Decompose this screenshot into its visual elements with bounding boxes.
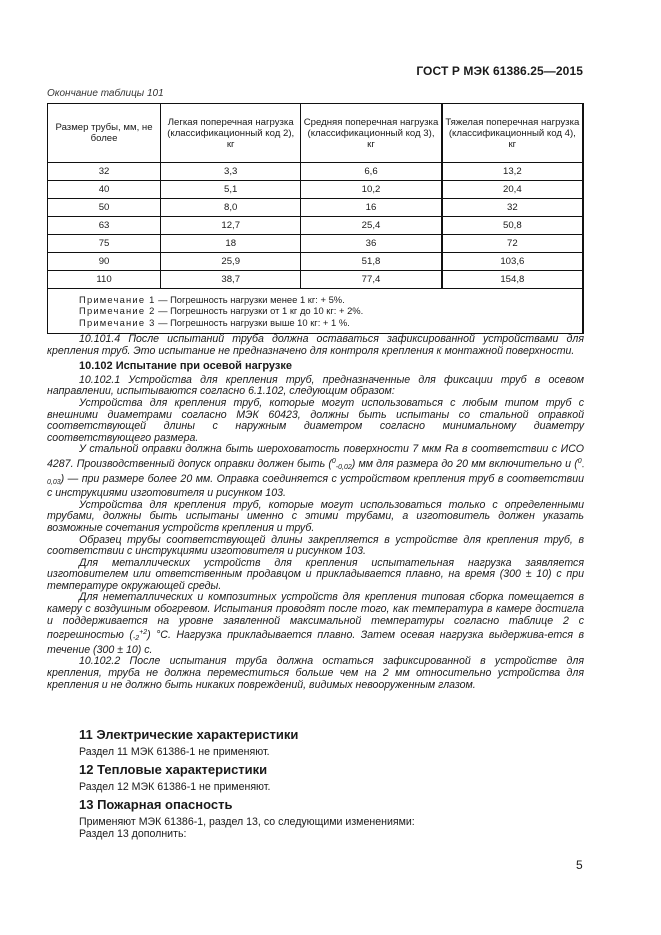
section-12 — [79, 762, 584, 797]
cell-size: 32 — [48, 163, 161, 181]
paragraph-pipe-sample: Образец трубы соответствующей длины закрепляется в устройстве для крепления труб, в соответствии с инструкциями изготовителя и рисунком 103. — [47, 533, 584, 558]
cell-heavy: 20,4 — [442, 181, 583, 199]
cell-light: 18 — [161, 235, 301, 253]
section-11 — [79, 727, 584, 762]
cell-medium: 77,4 — [301, 271, 442, 289]
paragraph-any-type-devices: Устройства для крепления труб, которые могут использоваться с любым типом труб с внешними диаметрами согласно МЭК 60423, должны быть испытаны со стальной оправкой соответствующей длины с наружным диаметром согласно минимальному диаметру соответствующего размера. — [47, 396, 584, 444]
text-span: ) мм для размера до 20 мм включительно и ( — [351, 457, 578, 470]
tolerance-lower: -0,03 — [47, 463, 584, 486]
load-table — [47, 103, 584, 334]
tolerance-upper: 0 — [331, 457, 336, 465]
table-row — [48, 271, 584, 289]
table-note — [79, 317, 582, 329]
cell-light: 8,0 — [161, 199, 301, 217]
text-span: ) — при размере более 20 мм. Оправка соединяется с устройством крепления труб в соответствии с инструкциями изготовителя и рисунком 103. — [47, 472, 584, 500]
column-header-medium-load: Средняя поперечная нагрузка (классификационный код 3), кг — [301, 104, 442, 163]
cell-light: 12,7 — [161, 217, 301, 235]
tolerance-upper: +2 — [139, 629, 148, 637]
text-span: ) °С. Нагрузка прикладывается плавно. Затем осевая нагрузка выдержива-ется в течение (300 ± 10) с. — [47, 629, 584, 656]
cell-size: 110 — [48, 271, 161, 289]
section-heading: 13 Пожарная опасность — [79, 797, 233, 812]
cell-heavy: 72 — [442, 235, 583, 253]
paragraph-10-101-4: 10.101.4 После испытаний труба должна оставаться зафиксированной устройствами для крепления труб. Это испытание не предназначено для контроля крепления к монтажной поверхности. — [47, 333, 584, 357]
table-note — [79, 305, 582, 317]
tolerance-lower: -0,02 — [335, 463, 352, 471]
cell-size: 50 — [48, 199, 161, 217]
cell-heavy: 32 — [442, 199, 583, 217]
cell-medium: 6,6 — [301, 163, 442, 181]
cell-light: 38,7 — [161, 271, 301, 289]
table-row — [48, 253, 584, 271]
column-header-light-load: Легкая поперечная нагрузка (классификационный код 2), кг — [161, 104, 301, 163]
cell-medium: 51,8 — [301, 253, 442, 271]
text-span: Для неметаллических и композитных устройств для крепления типовая сборка помещается в камеру с воздушным обогревом. Испытания проводят после того, как температура в камере достигла и поддерживается на уровне заявленной максимальной температуры согласно таблице 2 с погрешностью ( — [47, 591, 584, 642]
cell-light: 5,1 — [161, 181, 301, 199]
paragraph-10-102-1: 10.102.1 Устройства для крепления труб, предназначенные для фиксации труб в осевом направлении, испытываются согласно 6.1.102, следующим образом: — [47, 373, 584, 398]
paragraph-nonmetal-devices — [47, 592, 584, 656]
note-label: Примечание 3 — [79, 316, 156, 328]
column-header-heavy-load: Тяжелая поперечная нагрузка (классификационный код 4), кг — [442, 104, 583, 163]
section-heading: 12 Тепловые характеристики — [79, 762, 268, 777]
page-number: 5 — [576, 858, 583, 872]
table-row — [48, 217, 584, 235]
table-notes-row — [48, 289, 584, 334]
cell-heavy: 50,8 — [442, 217, 583, 235]
section-text: Раздел 13 дополнить: — [79, 828, 187, 840]
cell-heavy: 13,2 — [442, 163, 583, 181]
cell-light: 3,3 — [161, 163, 301, 181]
paragraph-10-102-2: 10.102.2 После испытания труба должна остаться зафиксированной в устройстве для крепления, труба не должна переместиться больше чем на 2 мм относительно устройства для крепления и не должно быть никаких повреждений, видимых невооруженным глазом. — [47, 655, 584, 691]
cell-size: 63 — [48, 217, 161, 235]
subsection-heading-10-102: 10.102 Испытание при осевой нагрузке — [79, 360, 292, 373]
note-label: Примечание 1 — [79, 293, 156, 305]
section-heading: 11 Электрические характеристики — [79, 727, 299, 742]
cell-heavy: 103,6 — [442, 253, 583, 271]
column-header-size: Размер трубы, мм, не более — [48, 104, 161, 163]
cell-size: 90 — [48, 253, 161, 271]
table-row — [48, 199, 584, 217]
section-text: Раздел 11 МЭК 61386-1 не применяют. — [79, 746, 270, 758]
table-row — [48, 163, 584, 181]
tolerance-upper: 0 — [577, 457, 582, 465]
cell-medium: 36 — [301, 235, 442, 253]
cell-medium: 25,4 — [301, 217, 442, 235]
tolerance-lower: -2 — [132, 635, 140, 643]
paragraph-specific-pipes: Устройства для крепления труб, которые могут использоваться только с определенными трубами, должны быть испытаны именно с этими трубами, а изготовитель должен указать возможные сочетания устройств крепления и труб. — [47, 498, 584, 534]
note-text: — Погрешность нагрузки менее 1 кг: + 5%. — [155, 293, 345, 305]
table-row — [48, 181, 584, 199]
cell-medium: 16 — [301, 199, 442, 217]
cell-medium: 10,2 — [301, 181, 442, 199]
table-notes — [48, 289, 584, 334]
note-label: Примечание 2 — [79, 305, 156, 317]
note-text: — Погрешность нагрузки от 1 кг до 10 кг: + 2%. — [155, 305, 364, 317]
cell-size: 75 — [48, 235, 161, 253]
table-caption: Окончание таблицы 101 — [47, 88, 164, 99]
table-note — [79, 294, 582, 306]
cell-heavy: 154,8 — [442, 271, 583, 289]
cell-light: 25,9 — [161, 253, 301, 271]
paragraph-steel-mandrel — [47, 444, 584, 499]
note-text: — Погрешность нагрузки выше 10 кг: + 1 %. — [155, 316, 350, 328]
section-13 — [79, 797, 584, 844]
table-header-row — [48, 104, 584, 163]
paragraph-metal-devices: Для металлических устройств для крепления испытательная нагрузка заявляется изготовителем или ответственным продавцом и прикладывается плавно, на время (300 ± 10) с при температуре окружающей среды. — [47, 556, 584, 592]
body-text — [47, 334, 584, 691]
text-span: У стальной оправки должна быть шероховатость поверхности 7 мкм Ra в соответствии с ИСО 4287. Производственный допуск оправки должен быть ( — [47, 443, 584, 470]
document-designation: ГОСТ Р МЭК 61386.25—2015 — [416, 64, 583, 78]
table-row — [48, 235, 584, 253]
section-text: Раздел 12 МЭК 61386-1 не применяют. — [79, 781, 271, 793]
cell-size: 40 — [48, 181, 161, 199]
section-text: Применяют МЭК 61386-1, раздел 13, со следующими изменениями: — [79, 816, 415, 828]
